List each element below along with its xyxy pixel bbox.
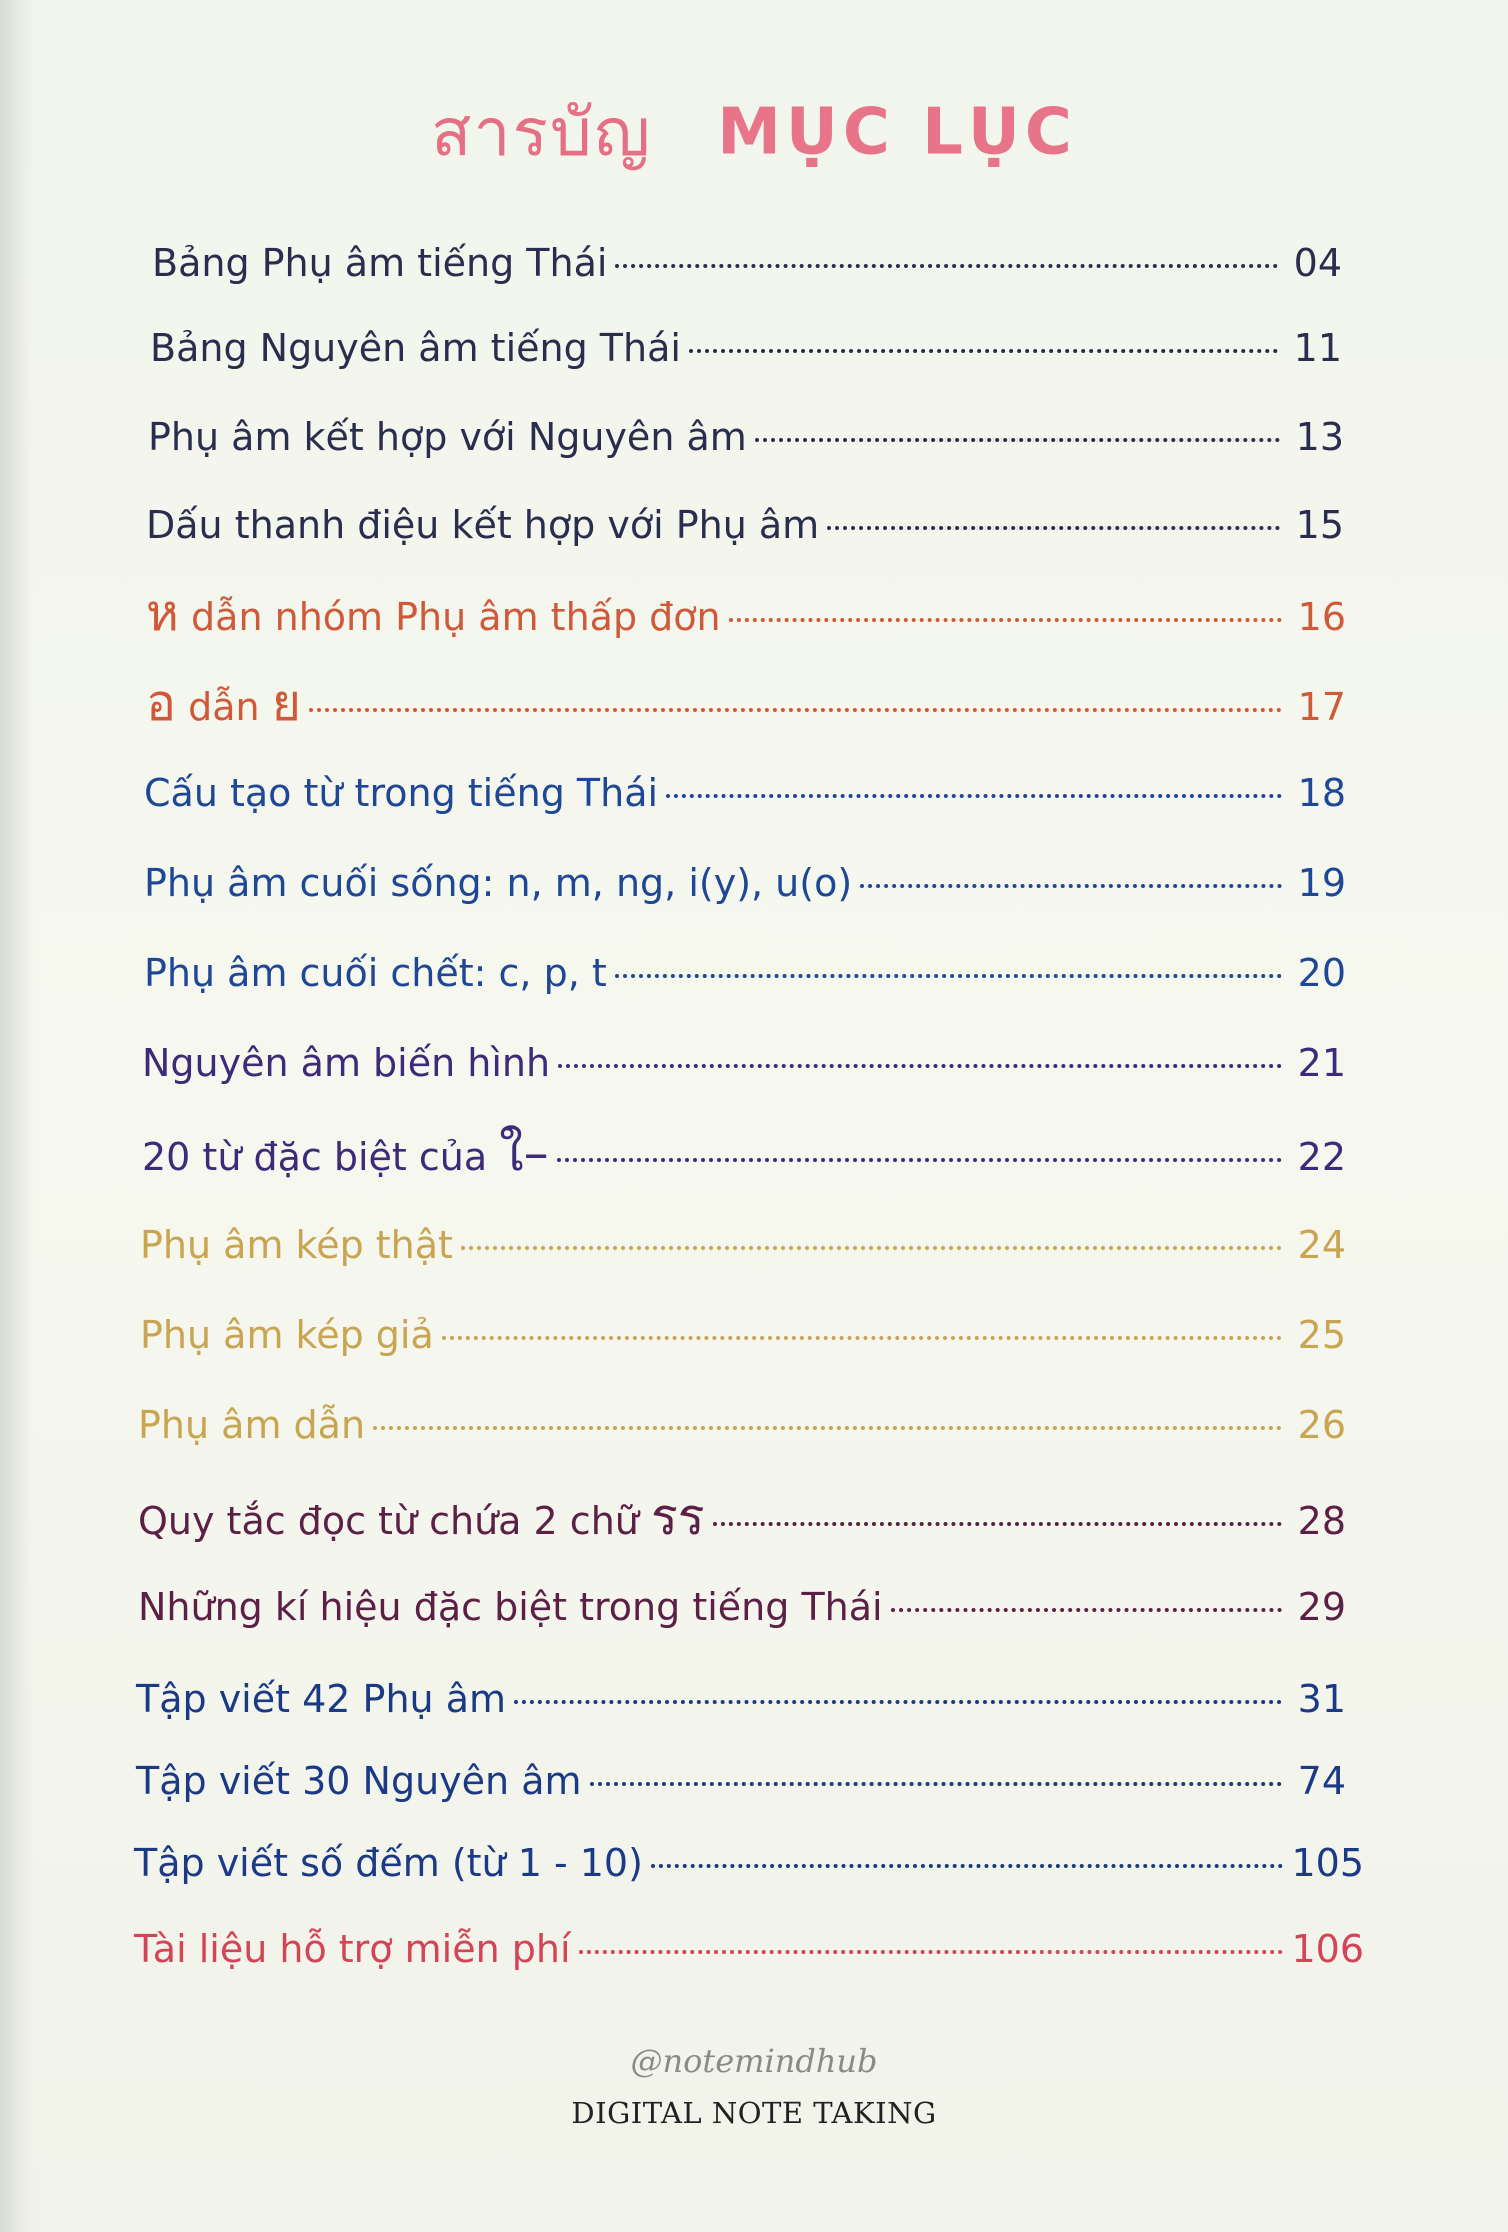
toc-row[interactable] bbox=[136, 1756, 1346, 1806]
toc-page-number: 16 bbox=[1297, 595, 1346, 639]
toc-page-number: 74 bbox=[1297, 1759, 1346, 1803]
toc-row[interactable] bbox=[148, 412, 1344, 462]
toc-page-number: 106 bbox=[1291, 1927, 1364, 1971]
toc-label: อ dẫn ย bbox=[146, 674, 301, 732]
toc-label: Phụ âm dẫn bbox=[138, 1403, 366, 1447]
toc-row[interactable] bbox=[142, 1038, 1346, 1088]
toc-page-number: 21 bbox=[1297, 1041, 1346, 1085]
toc-page-number: 26 bbox=[1297, 1403, 1346, 1447]
dot-leader bbox=[615, 264, 1278, 268]
thai-letter-glyph: ห bbox=[146, 584, 179, 642]
dot-leader bbox=[729, 618, 1282, 622]
toc-label: Phụ âm cuối chết: c, p, t bbox=[144, 951, 607, 995]
toc-page-number: 11 bbox=[1293, 326, 1342, 370]
dot-leader bbox=[461, 1246, 1282, 1250]
dot-leader bbox=[860, 884, 1282, 888]
toc-page-number: 29 bbox=[1297, 1585, 1346, 1629]
toc-page-number: 15 bbox=[1295, 503, 1344, 547]
toc-label: Phụ âm kết hợp với Nguyên âm bbox=[148, 415, 747, 459]
title-thai: สารบัญ bbox=[431, 94, 653, 171]
toc-label: ห dẫn nhóm Phụ âm thấp đơn bbox=[146, 584, 721, 642]
toc-label: Bảng Phụ âm tiếng Thái bbox=[152, 241, 608, 285]
footer-handle: @notemindhub bbox=[630, 2042, 878, 2080]
toc-label: Tập viết 30 Nguyên âm bbox=[136, 1759, 582, 1803]
dot-leader bbox=[373, 1426, 1282, 1430]
dot-leader bbox=[579, 1950, 1284, 1954]
toc-label: Tập viết số đếm (từ 1 - 10) bbox=[134, 1841, 643, 1885]
dot-leader bbox=[590, 1782, 1283, 1786]
thai-letter-glyph: อ bbox=[146, 674, 177, 732]
toc-label: Tài liệu hỗ trợ miễn phí bbox=[134, 1927, 571, 1971]
toc-row[interactable] bbox=[138, 1488, 1346, 1546]
dot-leader bbox=[514, 1700, 1282, 1704]
toc-page-number: 13 bbox=[1295, 415, 1344, 459]
thai-letter-glyph: รร bbox=[650, 1488, 705, 1546]
toc-page-number: 04 bbox=[1293, 241, 1342, 285]
dot-leader bbox=[651, 1864, 1284, 1868]
toc-page-number: 105 bbox=[1291, 1841, 1364, 1885]
toc-row[interactable] bbox=[144, 768, 1346, 818]
toc-label: Quy tắc đọc từ chứa 2 chữ รร bbox=[138, 1488, 705, 1546]
dot-leader bbox=[713, 1522, 1282, 1526]
toc-page-number: 18 bbox=[1297, 771, 1346, 815]
toc-page-number: 20 bbox=[1297, 951, 1346, 995]
toc-row[interactable] bbox=[134, 1924, 1364, 1974]
toc-row[interactable] bbox=[146, 674, 1346, 732]
toc-row[interactable] bbox=[138, 1400, 1346, 1450]
dot-leader bbox=[666, 794, 1282, 798]
dot-leader bbox=[558, 1064, 1282, 1068]
toc-label: Bảng Nguyên âm tiếng Thái bbox=[150, 326, 681, 370]
dot-leader bbox=[755, 438, 1280, 442]
toc-row[interactable] bbox=[140, 1220, 1346, 1270]
toc-label: Những kí hiệu đặc biệt trong tiếng Thái bbox=[138, 1585, 883, 1629]
toc-row[interactable] bbox=[144, 948, 1346, 998]
thai-vowel-glyph: ใ– bbox=[499, 1124, 549, 1182]
toc-row[interactable] bbox=[152, 238, 1342, 288]
toc-label: Phụ âm cuối sống: n, m, ng, i(y), u(o) bbox=[144, 861, 853, 905]
toc-page-number: 17 bbox=[1297, 685, 1346, 729]
toc-label: 20 từ đặc biệt của ใ– bbox=[142, 1124, 549, 1182]
toc-page-number: 24 bbox=[1297, 1223, 1346, 1267]
thai-letter-glyph: ย bbox=[271, 674, 301, 732]
toc-row[interactable] bbox=[146, 584, 1346, 642]
toc-row[interactable] bbox=[134, 1838, 1364, 1888]
footer-brand: DIGITAL NOTE TAKING bbox=[571, 2096, 937, 2130]
toc-page-number: 19 bbox=[1297, 861, 1346, 905]
dot-leader bbox=[442, 1336, 1282, 1340]
toc-label: Tập viết 42 Phụ âm bbox=[136, 1677, 506, 1721]
dot-leader bbox=[689, 349, 1278, 353]
toc-row[interactable] bbox=[144, 858, 1346, 908]
dot-leader bbox=[891, 1608, 1282, 1612]
dot-leader bbox=[827, 526, 1280, 530]
toc-page-number: 22 bbox=[1297, 1135, 1346, 1179]
toc-row[interactable] bbox=[150, 323, 1342, 373]
toc-label: Nguyên âm biến hình bbox=[142, 1041, 551, 1085]
dot-leader bbox=[615, 974, 1282, 978]
toc-row[interactable] bbox=[142, 1124, 1346, 1182]
toc-label: Phụ âm kép giả bbox=[140, 1313, 434, 1357]
dot-leader bbox=[309, 708, 1282, 712]
toc-row[interactable] bbox=[146, 500, 1344, 550]
toc-page-number: 28 bbox=[1297, 1499, 1346, 1543]
toc-label: Dấu thanh điệu kết hợp với Phụ âm bbox=[146, 503, 820, 547]
dot-leader bbox=[557, 1158, 1282, 1162]
toc-label: Cấu tạo từ trong tiếng Thái bbox=[144, 771, 659, 815]
title-vietnamese: MỤC LỤC bbox=[717, 95, 1077, 170]
toc-label: Phụ âm kép thật bbox=[140, 1223, 453, 1267]
toc-row[interactable] bbox=[140, 1310, 1346, 1360]
toc-page-number: 25 bbox=[1297, 1313, 1346, 1357]
toc-row[interactable] bbox=[138, 1582, 1346, 1632]
toc-row[interactable] bbox=[136, 1674, 1346, 1724]
toc-page-number: 31 bbox=[1297, 1677, 1346, 1721]
